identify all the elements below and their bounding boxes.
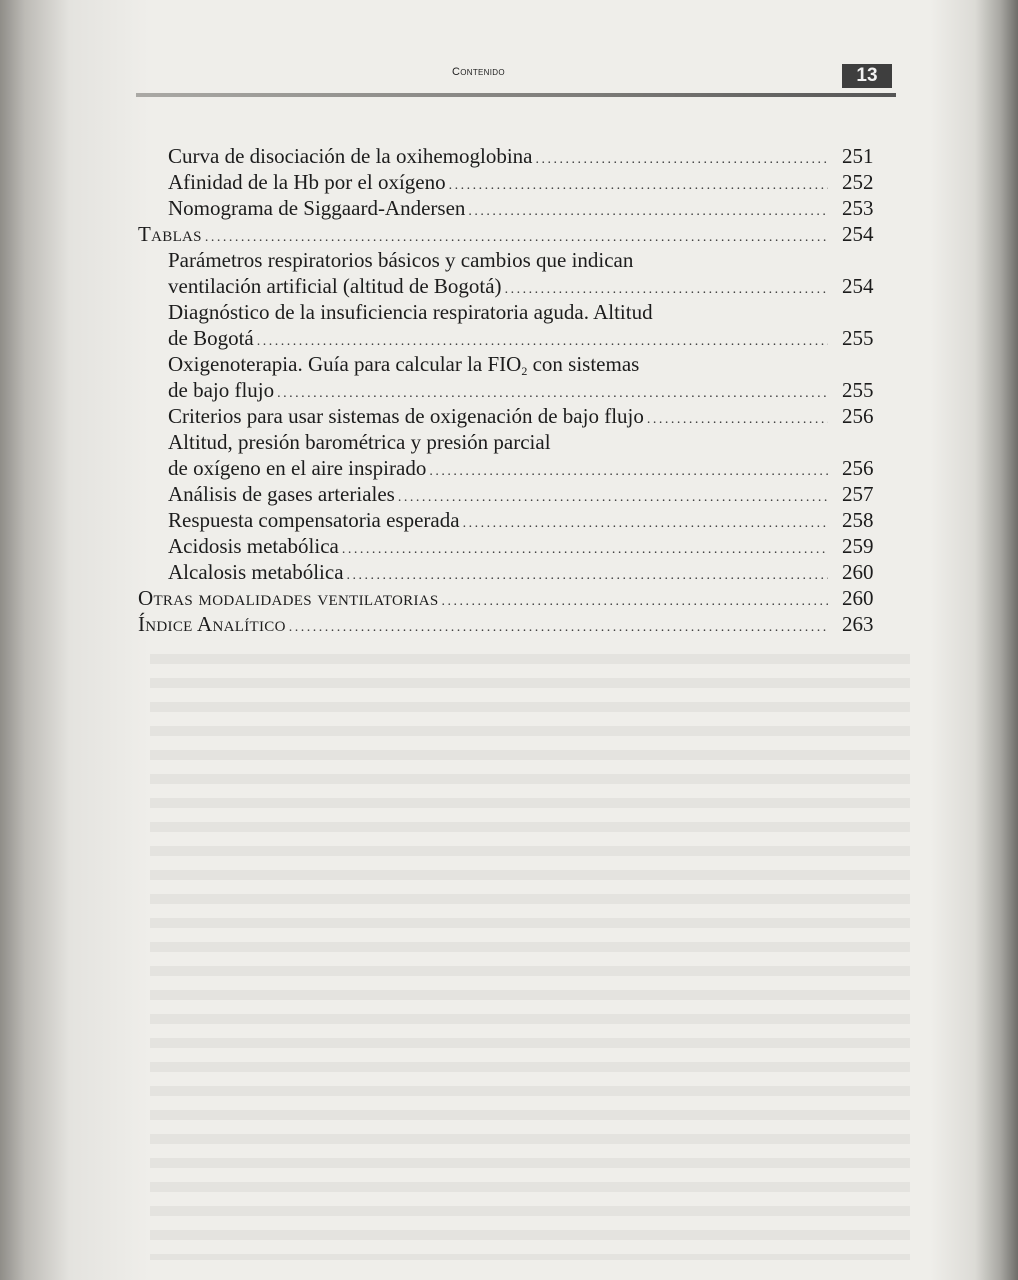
page-header <box>0 0 1018 100</box>
title-text-a: Oxigenoterapia. Guía para calcular la FIO <box>168 352 522 376</box>
header-rule <box>136 93 896 97</box>
dot-leader <box>647 407 828 433</box>
title-text-b: con sistemas <box>527 352 640 376</box>
show-through-text <box>150 640 910 1260</box>
toc-entry-title: Criterios para usar sistemas de oxigenación de bajo flujo <box>168 404 644 428</box>
toc-entry-page: 255 <box>842 378 874 402</box>
toc-entry-title: de oxígeno en el aire inspirado <box>168 456 427 480</box>
toc-section-title: Índice Analítico <box>138 612 286 636</box>
toc-entry-page: 256 <box>842 456 874 480</box>
toc-entry-page: 257 <box>842 482 874 506</box>
toc-section-title: Tablas <box>138 222 202 246</box>
subscript: 2 <box>521 364 528 378</box>
toc-entry-page: 255 <box>842 326 874 350</box>
page-number-badge: 13 <box>842 64 892 88</box>
toc-entry-title: Alcalosis metabólica <box>168 560 344 584</box>
toc-entry-page: 260 <box>842 586 874 610</box>
toc-entry-title: Curva de disociación de la oxihemoglobina <box>168 144 533 168</box>
toc-entry-page: 254 <box>842 274 874 298</box>
running-head: Contenido <box>452 66 505 78</box>
toc-section-title: Otras modalidades ventilatorias <box>138 586 439 610</box>
toc-section <box>138 611 834 641</box>
toc-entry-title: Análisis de gases arteriales <box>168 482 395 506</box>
toc-entry-page: 251 <box>842 144 874 168</box>
toc-entry-title-line1: Diagnóstico de la insuficiencia respiratoria aguda. Altitud <box>168 300 653 324</box>
toc-entry-title: ventilación artificial (altitud de Bogotá) <box>168 274 502 298</box>
toc-entry-page: 256 <box>842 404 874 428</box>
toc-entry-title: de bajo flujo <box>168 378 275 402</box>
toc-entry-page: 259 <box>842 534 874 558</box>
toc-entry-page: 253 <box>842 196 874 220</box>
toc-entry-title: de Bogotá <box>168 326 254 350</box>
toc-entry-title: Afinidad de la Hb por el oxígeno <box>168 170 446 194</box>
toc-entry-page: 258 <box>842 508 874 532</box>
dot-leader <box>289 615 828 641</box>
toc-entry-title: Respuesta compensatoria esperada <box>168 508 460 532</box>
toc-entry-title: Nomograma de Siggaard-Andersen <box>168 196 466 220</box>
toc-entry-title-line1: Parámetros respiratorios básicos y cambios que indican <box>168 248 634 272</box>
toc-entry-title: Acidosis metabólica <box>168 534 339 558</box>
toc-entry-title-line1: Altitud, presión barométrica y presión parcial <box>168 430 551 454</box>
toc-entry-page: 252 <box>842 170 874 194</box>
toc-entry-page: 260 <box>842 560 874 584</box>
toc-entry-page: 263 <box>842 612 874 636</box>
toc-entry-page: 254 <box>842 222 874 246</box>
